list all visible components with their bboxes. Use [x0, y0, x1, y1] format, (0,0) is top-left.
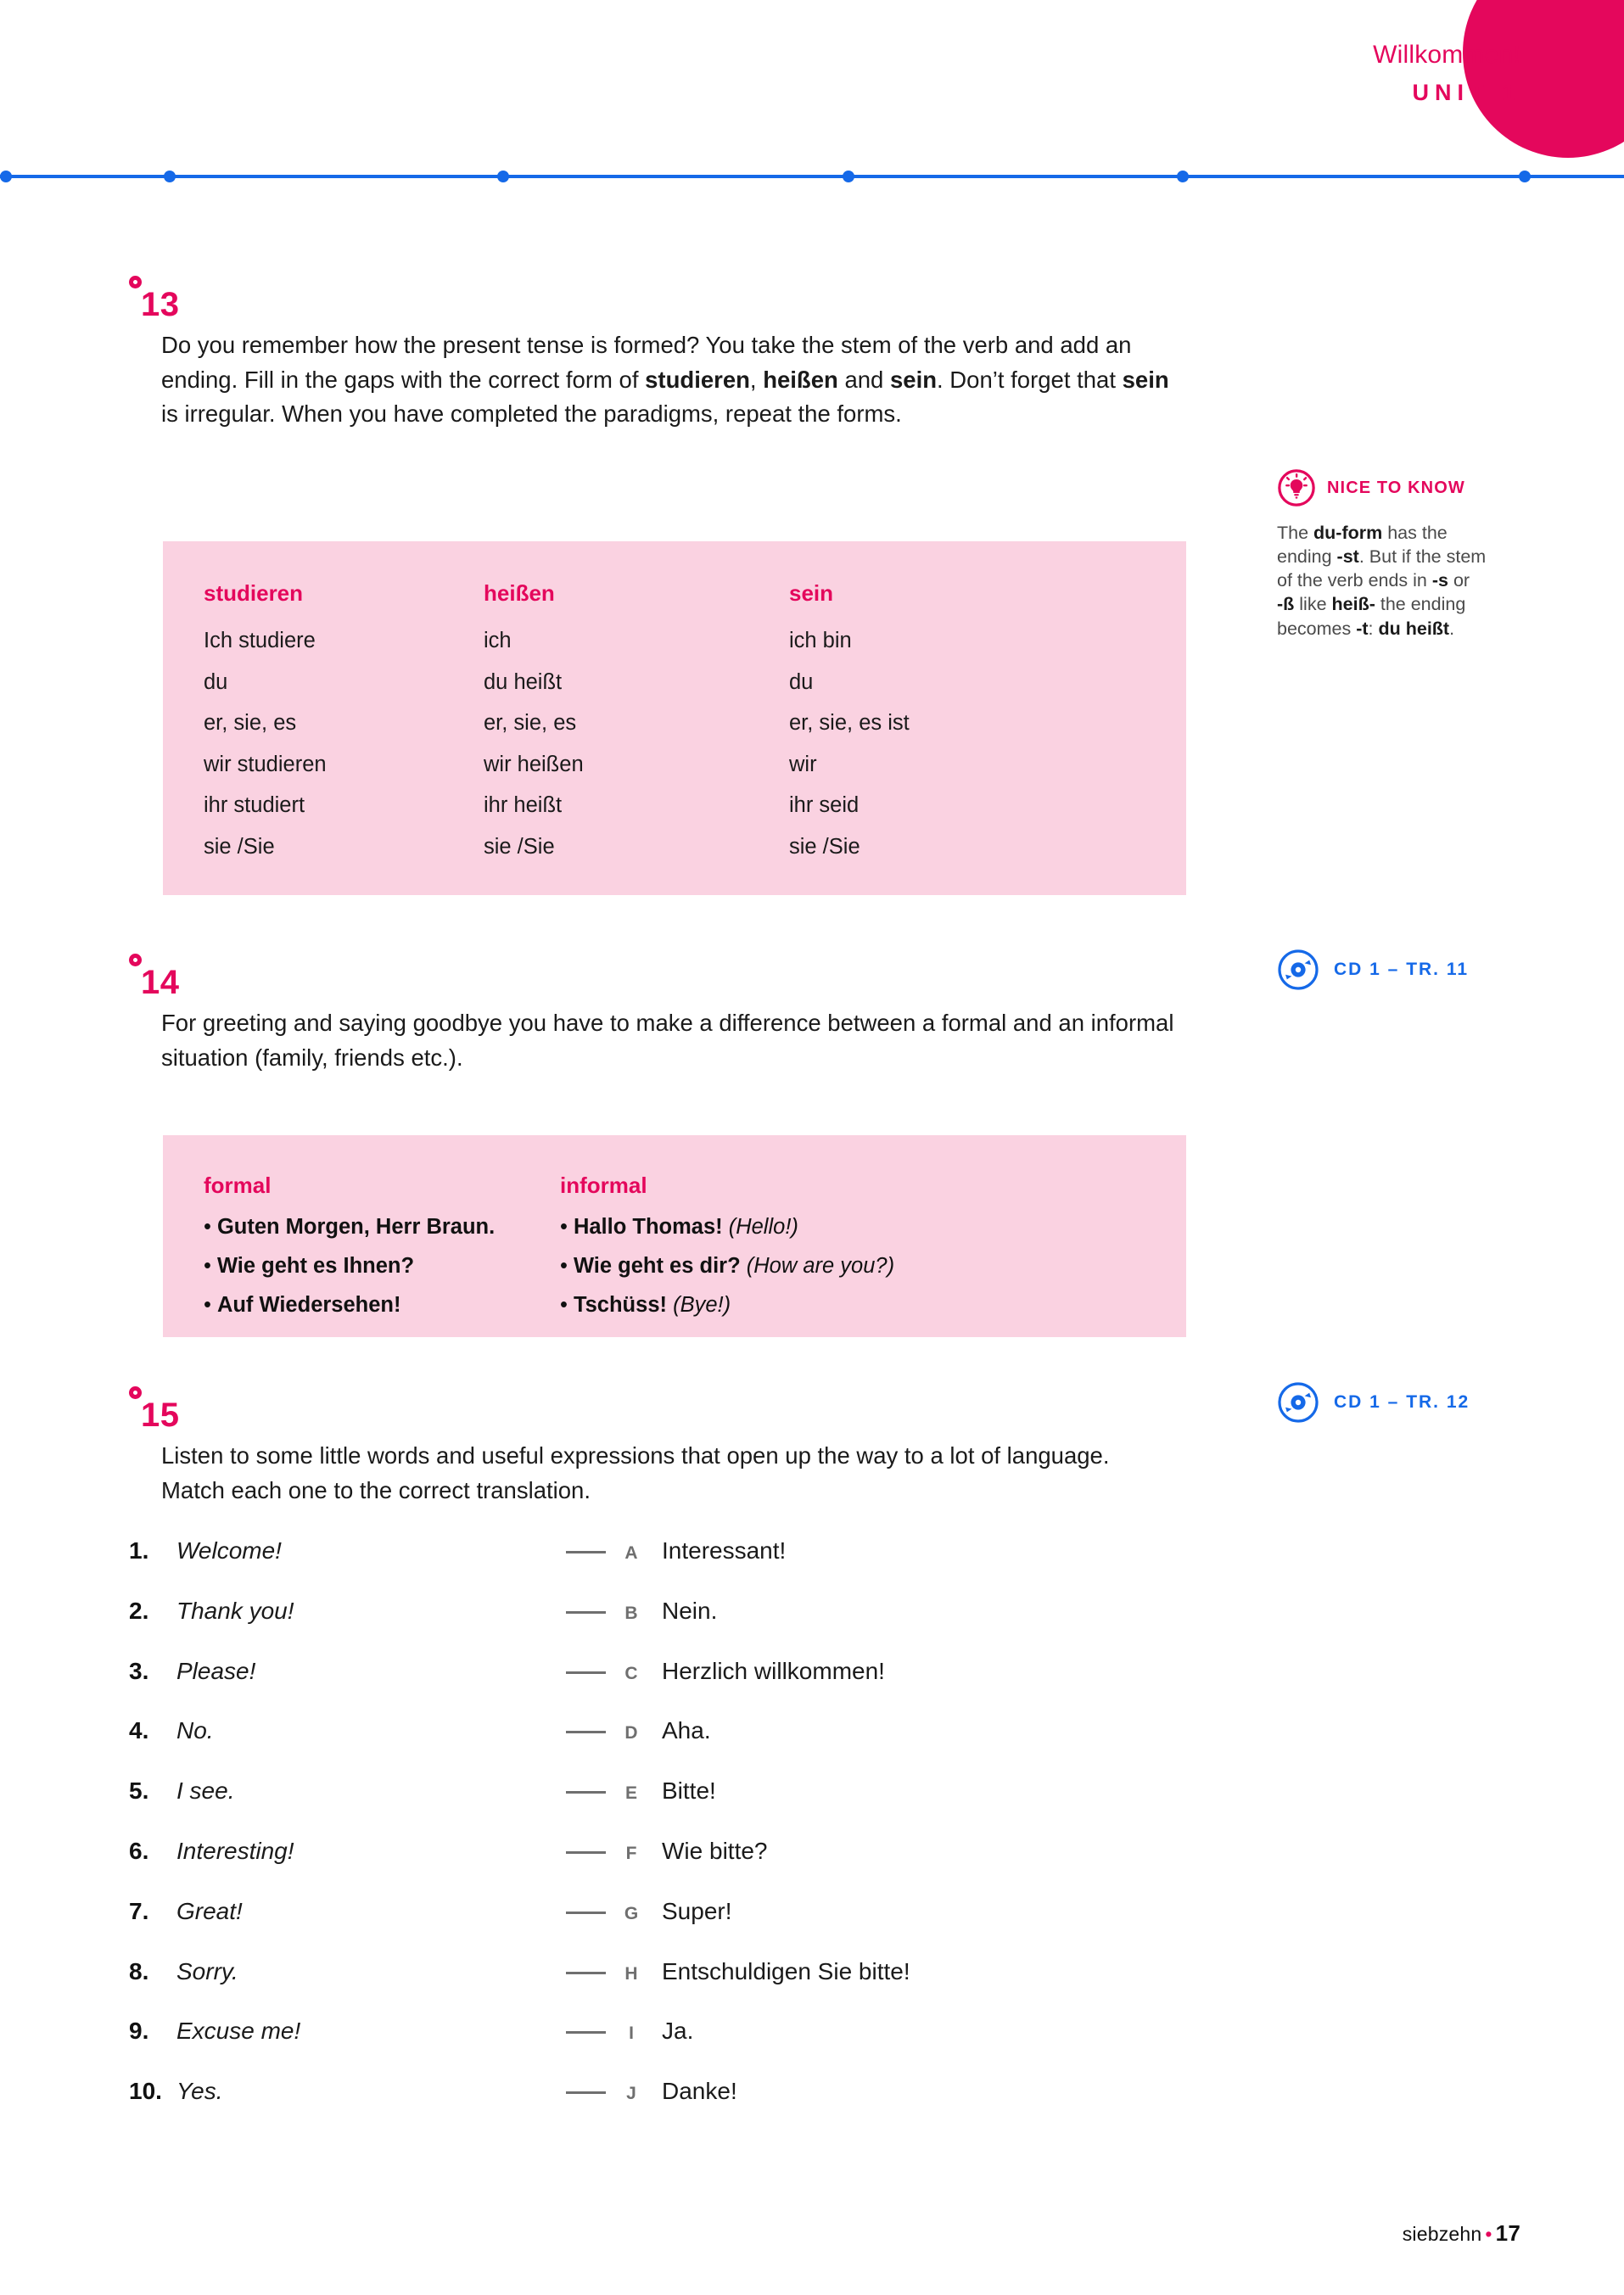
item-german: Wie bitte?	[662, 1837, 768, 1864]
audio-marker-cd1-tr12	[1277, 1381, 1470, 1424]
item-letter: C	[624, 1663, 638, 1683]
item-number: 4.	[129, 1717, 149, 1744]
list-item	[129, 1598, 1198, 1658]
bullet-icon: •	[560, 1215, 568, 1239]
register-item-de: Guten Morgen, Herr Braun.	[216, 1215, 496, 1239]
exercise-14	[129, 954, 1175, 1075]
list-item	[129, 1777, 1198, 1838]
item-english: Thank you!	[176, 1597, 294, 1624]
register-item	[560, 1294, 1069, 1316]
conjugation-cell: sie /Sie	[789, 834, 860, 859]
item-english: I see.	[176, 1777, 235, 1805]
item-letter: I	[629, 2024, 634, 2044]
item-letter: J	[626, 2084, 636, 2104]
item-german: Entschuldigen Sie bitte!	[662, 1957, 910, 1984]
item-number: 1.	[129, 1537, 149, 1564]
conjugation-cell: wir studieren	[204, 752, 327, 776]
register-column-informal	[560, 1173, 1069, 1333]
footer-page-number: 17	[1495, 2220, 1520, 2246]
conjugation-cell: sie /Sie	[484, 834, 555, 859]
answer-blank-line	[566, 1731, 606, 1733]
conjugation-cell: du	[789, 669, 814, 694]
item-german: Ja.	[662, 2018, 694, 2045]
conjugation-table-box	[163, 541, 1186, 895]
conjugation-cell: wir	[789, 752, 817, 776]
list-item	[129, 2018, 1198, 2078]
header-title: Willkommen!	[1373, 41, 1520, 69]
list-item	[129, 1958, 1198, 2018]
exercise-15-instruction: Listen to some little words and useful expressions that open up the way to a lot of language. Match each one to the correct translation.	[161, 1442, 1110, 1503]
cd-disc-icon	[1277, 1381, 1319, 1424]
bullet-icon: •	[204, 1254, 211, 1278]
exercise-15-number-block	[129, 1386, 1175, 1439]
bullet-icon: •	[204, 1215, 211, 1239]
answer-blank-line	[566, 1851, 606, 1854]
conjugation-column-studieren	[204, 580, 484, 877]
page-footer	[1403, 2220, 1520, 2247]
register-item	[204, 1294, 560, 1316]
item-letter: G	[624, 1903, 639, 1923]
exercise-14-instruction: For greeting and saying goodbye you have to make a difference between a formal and an informal situation (family, friends etc.).	[161, 1010, 1174, 1071]
register-item	[204, 1255, 560, 1277]
register-table	[163, 1135, 1186, 1365]
divider-dot	[843, 171, 854, 182]
audio-marker-label: CD 1 – TR. 12	[1334, 1392, 1470, 1412]
conjugation-cell: du heißt	[484, 669, 563, 694]
answer-blank-line	[566, 2091, 606, 2094]
register-heading-informal: informal	[560, 1173, 647, 1198]
register-item-en: (How are you?)	[746, 1254, 895, 1278]
item-letter: B	[624, 1603, 638, 1623]
audio-marker-label: CD 1 – TR. 11	[1334, 960, 1470, 979]
cd-disc-icon	[1277, 949, 1319, 991]
divider-dot	[1519, 171, 1531, 182]
column-verb-heading: sein	[789, 580, 834, 606]
answer-blank-line	[566, 1671, 606, 1674]
answer-blank-line	[566, 1791, 606, 1794]
nice-to-know-text: The du-form has the ending -st. But if the stem of the verb ends in -s or -ß like heiß- the ending becomes -t: du heißt.	[1277, 523, 1487, 639]
list-item	[129, 2078, 1198, 2138]
item-english: Interesting!	[176, 1837, 294, 1864]
list-item	[129, 1838, 1198, 1898]
item-german: Bitte!	[662, 1777, 716, 1805]
exercise-13-number-block	[129, 276, 1175, 328]
exercise-marker-ring-icon	[129, 1386, 142, 1399]
register-item-en: (Bye!)	[673, 1293, 731, 1317]
answer-blank-line	[566, 1912, 606, 1914]
bullet-icon: •	[560, 1254, 568, 1278]
item-english: Excuse me!	[176, 2018, 301, 2045]
item-letter: E	[624, 1783, 637, 1804]
conjugation-cell: er, sie, es	[204, 711, 297, 735]
item-number: 10.	[129, 2078, 162, 2105]
item-english: No.	[176, 1717, 214, 1744]
page-header	[1373, 41, 1520, 105]
item-german: Super!	[662, 1897, 732, 1924]
conjugation-cell: Ich studiere	[204, 629, 316, 652]
answer-blank-line	[566, 1972, 606, 1974]
lightbulb-icon	[1277, 468, 1316, 507]
header-unit-label: UNIT 1	[1412, 79, 1520, 105]
divider-dot	[0, 171, 12, 182]
audio-marker-cd1-tr11	[1277, 949, 1469, 991]
footer-separator-dot: •	[1485, 2223, 1492, 2245]
divider-dot	[164, 171, 176, 182]
conjugation-cell: er, sie, es ist	[789, 711, 910, 735]
conjugation-cell: sie /Sie	[204, 834, 275, 859]
matching-exercise-list	[129, 1537, 1198, 2138]
conjugation-cell: ich bin	[789, 629, 852, 652]
item-number: 6.	[129, 1837, 149, 1864]
conjugation-table	[163, 541, 1186, 911]
register-item	[560, 1216, 1069, 1238]
item-german: Danke!	[662, 2078, 737, 2105]
column-verb-heading: heißen	[484, 580, 555, 606]
item-english: Sorry.	[176, 1957, 238, 1984]
register-item-de: Hallo Thomas!	[573, 1215, 723, 1239]
item-english: Welcome!	[176, 1537, 282, 1564]
answer-blank-line	[566, 1611, 606, 1614]
conjugation-cell: du	[204, 669, 228, 694]
item-english: Yes.	[176, 2078, 223, 2105]
register-item-de: Wie geht es Ihnen?	[216, 1254, 415, 1278]
item-german: Interessant!	[662, 1537, 787, 1564]
conjugation-cell: ihr heißt	[484, 793, 563, 817]
exercise-14-number-block	[129, 954, 1175, 1006]
divider-dot	[1177, 171, 1189, 182]
exercise-marker-ring-icon	[129, 276, 142, 288]
header-divider	[0, 168, 1624, 185]
nice-to-know-note	[1277, 468, 1548, 641]
divider-line	[0, 175, 1624, 178]
conjugation-cell: er, sie, es	[484, 711, 577, 735]
item-number: 8.	[129, 1957, 149, 1984]
conjugation-column-sein	[789, 580, 1044, 877]
item-letter: H	[624, 1963, 638, 1984]
item-german: Herzlich willkommen!	[662, 1657, 885, 1684]
conjugation-cell: ich	[484, 629, 512, 652]
bullet-icon: •	[204, 1293, 211, 1317]
exercise-13	[129, 276, 1175, 432]
register-table-box	[163, 1135, 1186, 1337]
register-item-de: Tschüss!	[573, 1293, 667, 1317]
footer-word: siebzehn	[1402, 2223, 1482, 2245]
conjugation-cell: ihr studiert	[204, 793, 305, 817]
item-german: Nein.	[662, 1597, 718, 1624]
bullet-icon: •	[560, 1293, 568, 1317]
conjugation-column-heissen	[484, 580, 789, 877]
item-letter: D	[624, 1723, 638, 1744]
exercise-14-number: 14	[141, 964, 180, 1001]
item-german: Aha.	[662, 1717, 711, 1744]
register-item-de: Wie geht es dir?	[573, 1254, 741, 1278]
register-column-formal	[204, 1173, 560, 1333]
item-number: 2.	[129, 1597, 149, 1624]
register-item	[204, 1216, 560, 1238]
item-english: Please!	[176, 1657, 256, 1684]
register-item-de: Auf Wiedersehen!	[216, 1293, 401, 1317]
answer-blank-line	[566, 1551, 606, 1553]
column-verb-heading: studieren	[204, 580, 304, 606]
register-item-en: (Hello!)	[728, 1215, 798, 1239]
exercise-13-number: 13	[141, 286, 180, 323]
item-english: Great!	[176, 1897, 243, 1924]
list-item	[129, 1717, 1198, 1777]
register-heading-formal: formal	[204, 1173, 272, 1198]
list-item	[129, 1658, 1198, 1718]
item-number: 7.	[129, 1897, 149, 1924]
item-number: 3.	[129, 1657, 149, 1684]
conjugation-cell: ihr seid	[789, 793, 860, 817]
nice-to-know-title: NICE TO KNOW	[1327, 478, 1465, 497]
item-letter: A	[624, 1543, 638, 1563]
list-item	[129, 1898, 1198, 1958]
exercise-15	[129, 1386, 1175, 1508]
conjugation-cell: wir heißen	[484, 752, 584, 776]
exercise-marker-ring-icon	[129, 954, 142, 966]
divider-dot	[497, 171, 509, 182]
exercise-15-number: 15	[141, 1397, 180, 1434]
item-number: 5.	[129, 1777, 149, 1805]
item-number: 9.	[129, 2018, 149, 2045]
item-letter: F	[625, 1843, 637, 1863]
register-item	[560, 1255, 1069, 1277]
answer-blank-line	[566, 2031, 606, 2034]
list-item	[129, 1537, 1198, 1598]
exercise-13-instruction: Do you remember how the present tense is formed? You take the stem of the verb and add an ending. Fill in the gaps with the correct form of studieren, heißen and sein. Don’t forget that sein is irregular. When you have completed the paradigms, repeat the forms.	[161, 332, 1169, 428]
nice-to-know-header	[1277, 468, 1548, 507]
